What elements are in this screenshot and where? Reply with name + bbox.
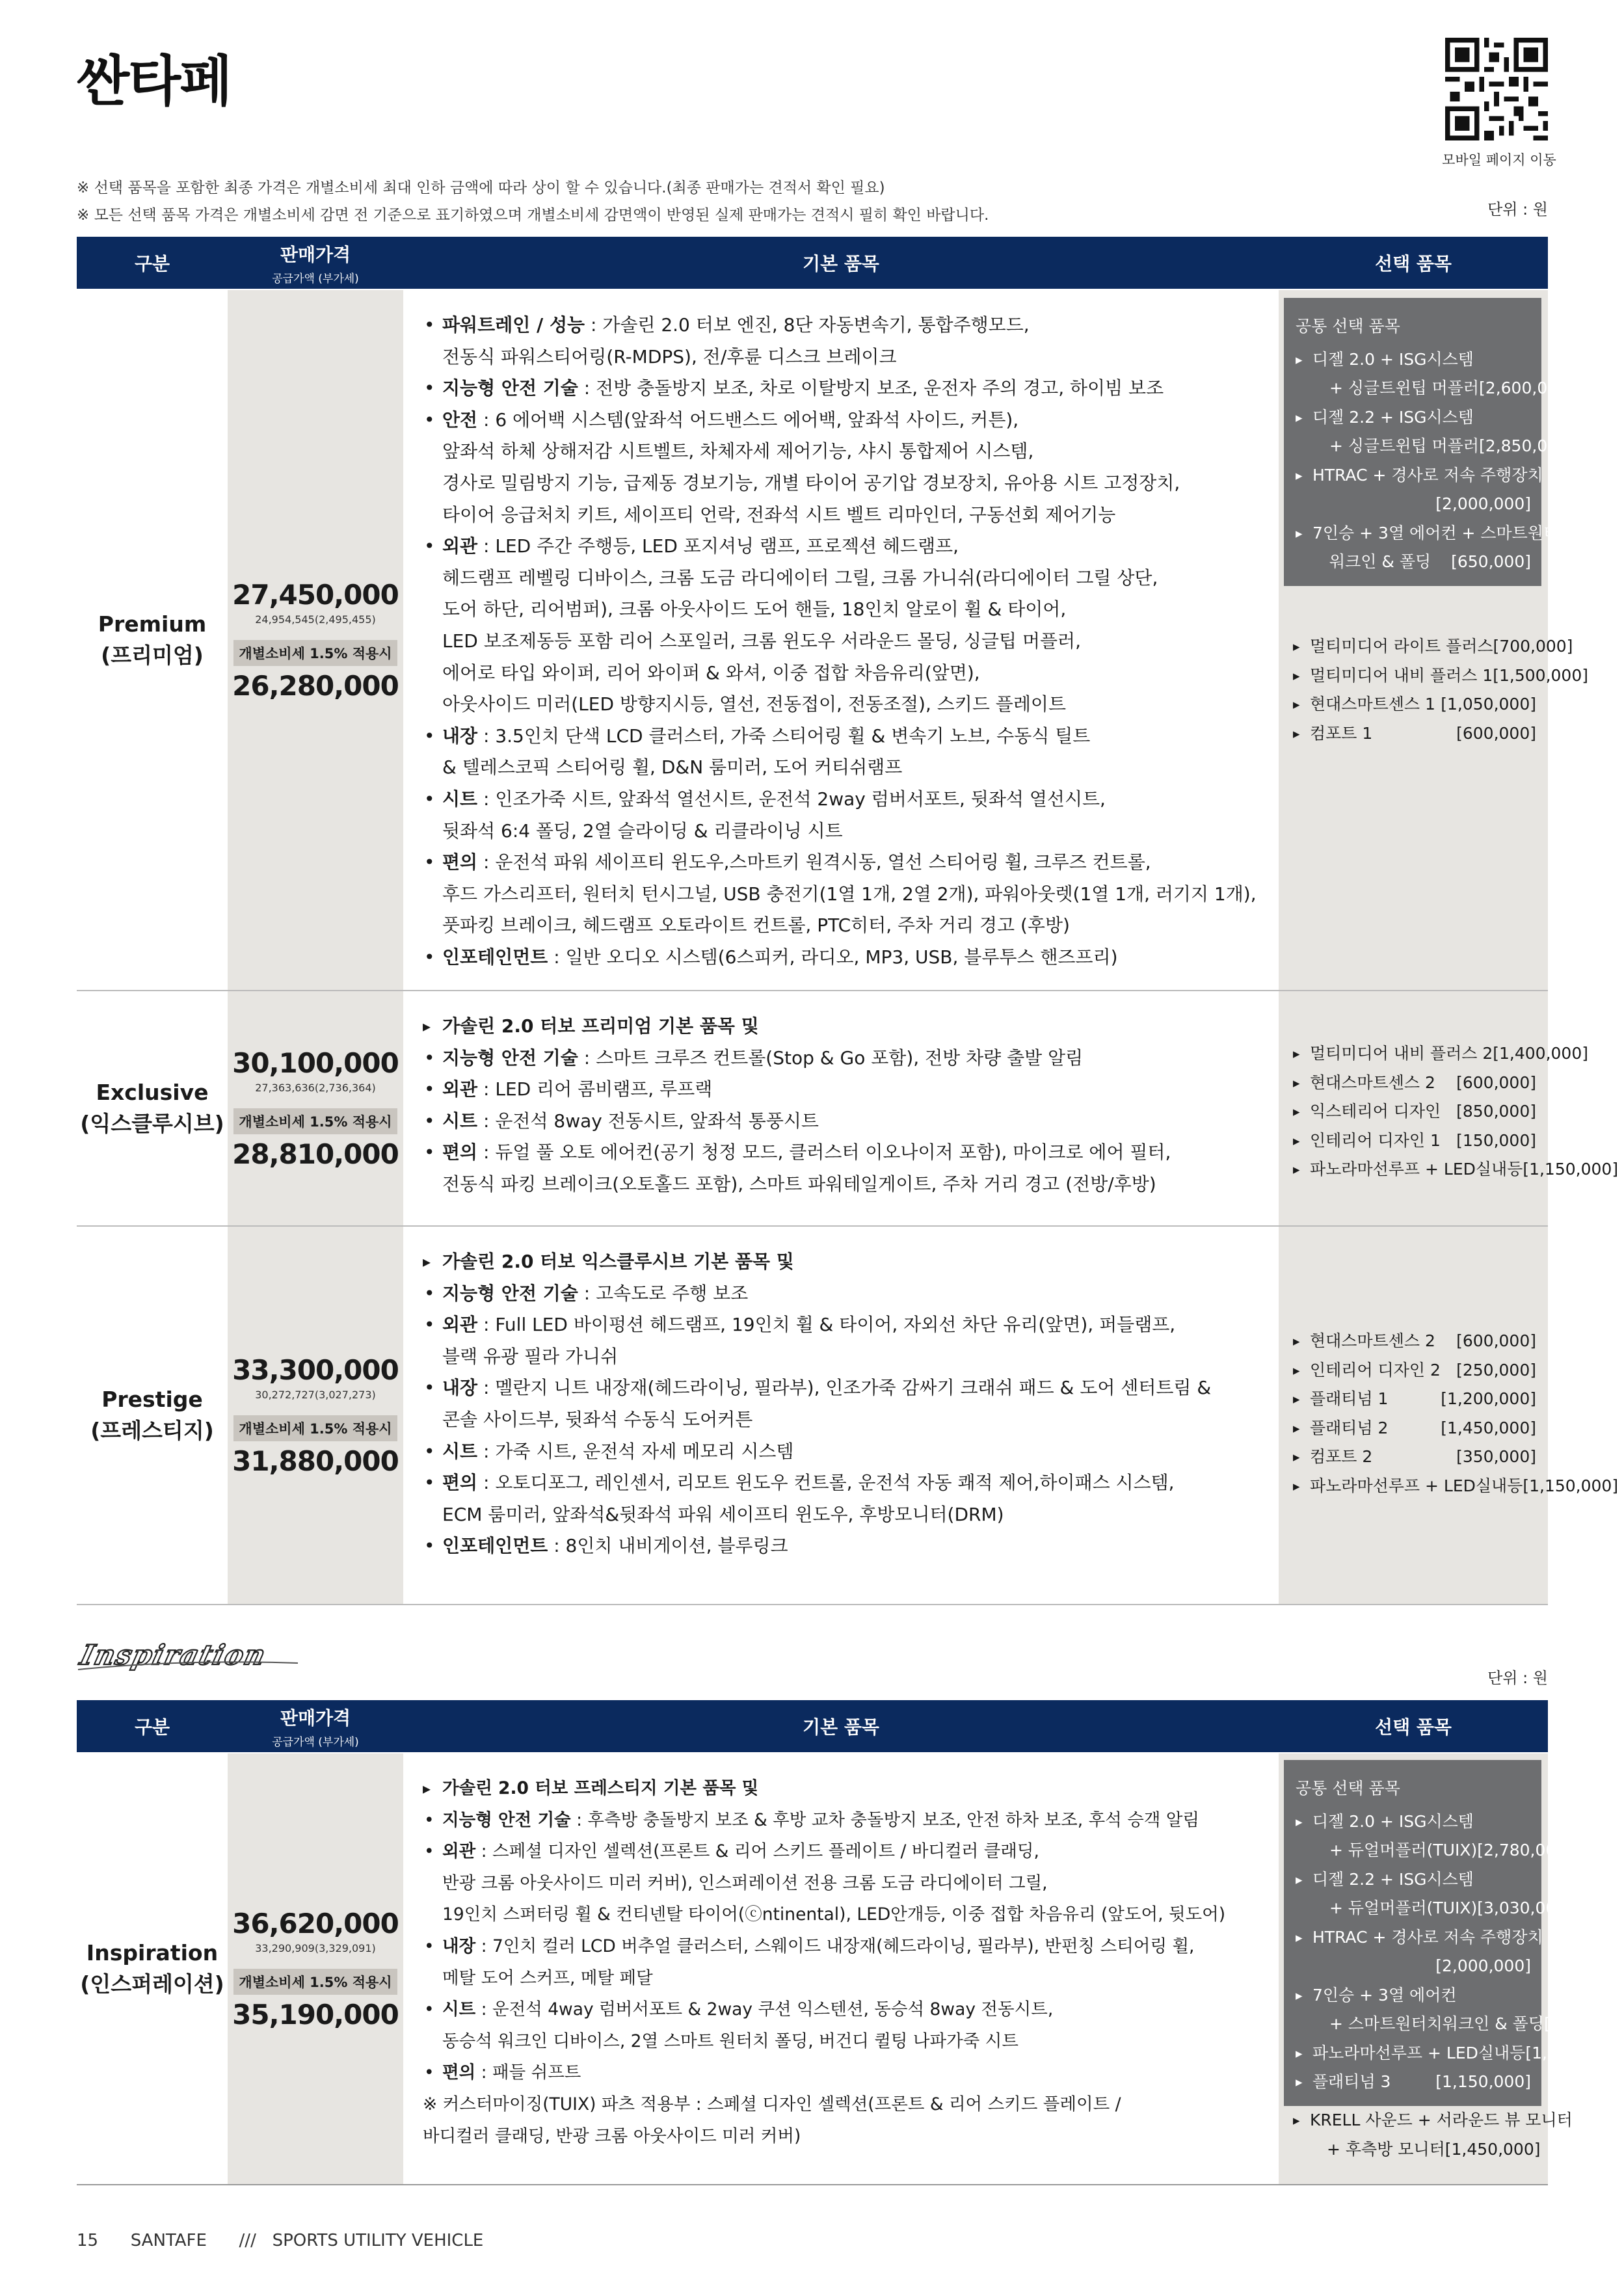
- price-tax-value: 26,280,000: [232, 669, 399, 702]
- table-header: [77, 237, 1548, 289]
- option-name: ▸ 파노라마선루프 + LED실내등: [1310, 1160, 1523, 1179]
- option-item: [1293, 632, 1573, 661]
- basic-item-key: 내장: [442, 725, 478, 747]
- basic-item-value: : Full LED 바이펑션 헤드램프, 19인치 휠 & 타이어, 자외선 차단 유리(앞면), 퍼들램프,: [477, 1314, 1176, 1336]
- basic-item: [423, 373, 1257, 405]
- price-cell: [228, 1753, 403, 2184]
- basic-item-key: 시트: [442, 1110, 478, 1132]
- basic-item-key: 지능형 안전 기술: [442, 1282, 578, 1304]
- option-item: [1293, 2106, 1573, 2135]
- option-name: ▸ 파노라마선루프 + LED실내등: [1310, 1476, 1523, 1495]
- common-option-name: ▸ 7인승 + 3열 에어컨 + 스마트원터치: [1312, 523, 1575, 542]
- basic-item: [423, 1137, 1171, 1169]
- supply-value: 24,954,545(2,495,455): [255, 613, 376, 626]
- basic-item: [423, 1530, 1211, 1562]
- basic-items-list: [423, 1773, 1225, 2152]
- common-option-name: ▸ 디젤 2.2 + ISG시스템: [1312, 407, 1474, 427]
- basic-item-value: : 일반 오디오 시스템(6스피커, 라디오, MP3, USB, 블루투스 핸즈프리): [548, 946, 1118, 968]
- common-option-line: [1296, 1952, 1531, 1981]
- option-name: ▸ 현대스마트센스 1: [1310, 695, 1435, 713]
- option-item: [1293, 1097, 1536, 1126]
- basic-item-continued: 19인치 스퍼터링 휠 & 컨티넨탈 타이어(ⓒntinental), LED안개등, 이중 접합 차음유리 (앞도어, 뒷도어): [442, 1904, 1226, 1925]
- price-value: 36,620,000: [232, 1907, 399, 1939]
- option-item: [1293, 1069, 1536, 1098]
- supply-value: 30,272,727(3,027,273): [255, 1388, 376, 1401]
- option-price: [1,150,000]: [1523, 1476, 1619, 1495]
- basic-item-key: 지능형 안전 기술: [442, 377, 578, 399]
- common-option-line: [1296, 2039, 1621, 2068]
- basic-item-continued: 동승석 워크인 디바이스, 2열 스마트 원터치 폴딩, 버건디 퀼팅 나파가죽 시트: [442, 2031, 1018, 2051]
- common-option-line: [1296, 548, 1531, 577]
- qr-code[interactable]: [1445, 38, 1548, 140]
- option-name: ▸ 멀티미디어 라이트 플러스: [1310, 637, 1493, 656]
- basic-item-key: 외관: [442, 1078, 478, 1100]
- basic-item-value: : 운전석 파워 세이프티 윈도우,스마트키 원격시동, 열선 스티어링 휠, 크루즈 컨트롤,: [477, 851, 1151, 873]
- basic-item-value: : 스마트 크루즈 컨트롤(Stop & Go 포함), 전방 차량 출발 알림: [578, 1046, 1084, 1069]
- common-option-price: [650,000]: [1543, 2014, 1624, 2033]
- basic-item-continued: 풋파킹 브레이크, 헤드램프 오토라이트 컨트롤, PTC히터, 주차 거리 경고 (후방): [442, 914, 1070, 937]
- header-price: 판매가격 공급가액 (부가세): [272, 1707, 359, 1749]
- option-item: [1293, 719, 1536, 749]
- basic-item-continued: 메탈 도어 스커프, 메탈 페달: [442, 1967, 653, 1988]
- supply-value: 27,363,636(2,736,364): [255, 1081, 376, 1094]
- basic-item: [423, 784, 1257, 816]
- basic-item-continued: 전동식 파워스티어링(R-MDPS), 전/후륜 디스크 브레이크: [442, 345, 897, 367]
- note-2: ※ 모든 선택 품목 가격은 개별소비세 감면 전 기준으로 표기하였으며 개별소비세 감면액이 반영된 실제 판매가는 견적시 필히 확인 바랍니다.: [77, 207, 989, 224]
- basic-item-value: : 6 에어백 시스템(앞좌석 어드밴스드 에어백, 앞좌석 사이드, 커튼),: [477, 408, 1019, 431]
- option-name: ▸ 익스테리어 디자인: [1310, 1102, 1441, 1121]
- common-option-line: [1296, 2068, 1531, 2097]
- basic-heading-text: 가솔린 2.0 터보 익스클루시브 기본 품목 및: [442, 1251, 794, 1272]
- common-option-line: [1296, 345, 1531, 375]
- basic-item-value: : 고속도로 주행 보조: [578, 1282, 749, 1304]
- basic-item: [423, 721, 1257, 753]
- table-header-2: [77, 1700, 1548, 1752]
- option-price: [600,000]: [1456, 1331, 1536, 1350]
- basic-item-note: ※ 커스터마이징(TUIX) 파츠 적용부 : 스페셜 디자인 셀렉션(프론트 & 리어 스키드 플레이트 /: [423, 2094, 1121, 2114]
- common-option-line: [1296, 1923, 1543, 1952]
- basic-item-continued: ECM 룸미러, 앞좌석&뒷좌석 파워 세이프티 윈도우, 후방모니터(DRM): [442, 1503, 1004, 1525]
- basic-heading-text: 가솔린 2.0 터보 프레스티지 기본 품목 및: [442, 1778, 759, 1798]
- basic-item-continued: & 텔레스코픽 스티어링 휠, D&N 룸미러, 도어 커티쉬램프: [442, 756, 903, 779]
- common-option-name: ▸ 7인승 + 3열 에어컨: [1312, 1985, 1457, 2005]
- option-item: [1293, 661, 1588, 691]
- option-name: ▸ 현대스마트센스 2: [1310, 1331, 1435, 1350]
- basic-item-key: 시트: [442, 1440, 478, 1462]
- tax-label: 개별소비세 1.5% 적용시: [233, 1108, 397, 1134]
- options-cell: [1279, 991, 1619, 1225]
- header-options: 선택 품목: [1375, 1716, 1452, 1738]
- svg-text:Inspiration: Inspiration: [77, 1639, 270, 1672]
- option-price: [1,400,000]: [1493, 1044, 1588, 1063]
- basic-item-value: : LED 주간 주행등, LED 포지셔닝 램프, 프로젝션 헤드램프,: [477, 535, 959, 557]
- header-basic: 기본 품목: [803, 253, 879, 274]
- basic-item-continued: 에어로 타입 와이퍼, 리어 와이퍼 & 와셔, 이중 접합 차음유리(앞면),: [442, 661, 980, 684]
- common-option-price: [2,780,000]: [1477, 1841, 1573, 1859]
- price-value: 33,300,000: [232, 1353, 399, 1386]
- trim-row-exclusive: [77, 991, 1619, 1227]
- basic-item-continued: 블랙 유광 필라 가니쉬: [442, 1345, 619, 1367]
- tax-label: 개별소비세 1.5% 적용시: [233, 1969, 397, 1995]
- option-name: ▸ KRELL 사운드 + 서라운드 뷰 모니터: [1310, 2111, 1573, 2129]
- basic-item-continued: 도어 하단, 리어범퍼), 크롬 아웃사이드 도어 핸들, 18인치 알로이 휠 & 타이어,: [442, 598, 1067, 620]
- common-option-line: [1296, 403, 1531, 433]
- common-option-price: [2,850,000]: [1479, 436, 1575, 455]
- basic-item-key: 외관: [442, 1314, 478, 1336]
- option-item: [1293, 1414, 1536, 1443]
- option-price: [350,000]: [1456, 1447, 1536, 1466]
- basic-items-cell: [403, 1753, 1279, 2184]
- basic-item-key: 인포테인먼트: [442, 946, 548, 968]
- notes: [77, 174, 989, 229]
- footer-divider: [77, 2184, 1548, 2185]
- common-option-name: ▸ 디젤 2.0 + ISG시스템: [1312, 349, 1474, 369]
- basic-items-list: [423, 1246, 1211, 1562]
- unit-label: 단위 : 원: [1487, 200, 1548, 219]
- basic-items-cell: [403, 991, 1279, 1225]
- option-price: [1,150,000]: [1523, 1160, 1619, 1179]
- basic-items-cell: [403, 290, 1279, 990]
- option-price: [1,050,000]: [1441, 695, 1536, 713]
- basic-item-value: : 오토디포그, 레인센서, 리모트 윈도우 컨트롤, 운전석 자동 쾌적 제어,하이패스 시스템,: [477, 1472, 1175, 1494]
- option-price: [600,000]: [1456, 723, 1536, 743]
- trim-row-prestige: [77, 1227, 1619, 1605]
- trim-name: Inspiration (인스퍼레이션): [80, 1940, 224, 1997]
- basic-item-key: 지능형 안전 기술: [442, 1809, 571, 1830]
- basic-item-note: 바디컬러 클래딩, 반광 크롬 아웃사이드 미러 커버): [423, 2126, 801, 2146]
- price-value: 30,100,000: [232, 1046, 399, 1079]
- basic-item: [423, 405, 1257, 436]
- basic-item-continued: 뒷좌석 6:4 폴딩, 2열 슬라이딩 & 리클라이닝 시트: [442, 820, 843, 842]
- trim-name: Prestige (프레스티지): [90, 1387, 214, 1443]
- options-list: [1293, 1039, 1619, 1184]
- trim-name: Premium (프리미엄): [98, 611, 207, 668]
- basic-item-continued: LED 보조제동등 포함 리어 스포일러, 크롬 윈도우 서라운드 몰딩, 싱글팁 머플러,: [442, 630, 1081, 652]
- option-price: [850,000]: [1456, 1102, 1536, 1121]
- option-item: [1293, 1385, 1536, 1414]
- basic-item: [423, 531, 1257, 563]
- unit-label-2: 단위 : 원: [1487, 1669, 1548, 1687]
- common-options-title: 공통 선택 품목: [1296, 1779, 1400, 1798]
- common-option-name: + 싱글트윈팁 머플러: [1329, 379, 1480, 397]
- basic-item-key: 외관: [442, 1841, 476, 1862]
- basic-item: [423, 1043, 1171, 1074]
- option-name: ▸ 멀티미디어 내비 플러스 1: [1310, 665, 1493, 685]
- basic-item-value: : LED 리어 콤비램프, 루프랙: [477, 1078, 713, 1100]
- header-category: 구분: [134, 253, 170, 274]
- common-option-price: [2,000,000]: [1435, 494, 1531, 513]
- common-option-price: [2,000,000]: [1435, 1956, 1531, 1975]
- basic-item-heading: [423, 1246, 1211, 1278]
- basic-item-continued: 콘솔 사이드부, 뒷좌석 수동식 도어커튼: [442, 1408, 753, 1430]
- basic-item-continued: 반광 크롬 아웃사이드 미러 커버), 인스퍼레이션 전용 크롬 도금 라디에이터 그릴,: [442, 1873, 1048, 1893]
- common-option-name: ▸ 디젤 2.2 + ISG시스템: [1312, 1869, 1474, 1889]
- basic-item: [423, 1805, 1225, 1837]
- option-name: ▸ 인테리어 디자인 1: [1310, 1130, 1441, 1150]
- common-option-price: [650,000]: [1451, 552, 1531, 571]
- page-title: 싼타페: [77, 49, 232, 113]
- basic-item: [423, 1278, 1211, 1310]
- common-option-line: [1296, 1807, 1531, 1837]
- basic-item-key: 내장: [442, 1377, 478, 1399]
- header-options: 선택 품목: [1375, 253, 1452, 274]
- common-option-name: + 듀얼머플러(TUIX): [1329, 1841, 1478, 1859]
- supply-value: 33,290,909(3,329,091): [255, 1941, 376, 1954]
- common-option-price: [1,150,000]: [1525, 2043, 1621, 2062]
- basic-item-value: : 3.5인치 단색 LCD 클러스터, 가죽 스티어링 휠 & 변속기 노브, 수동식 틸트: [477, 725, 1091, 747]
- common-options-box: [1284, 1760, 1624, 2106]
- option-price: [250,000]: [1456, 1360, 1536, 1379]
- price-cell: [228, 991, 403, 1225]
- basic-item-value: : 7인치 컬러 LCD 버추얼 클러스터, 스웨이드 내장재(헤드라이닝, 필라부), 반펀칭 스티어링 휠,: [475, 1936, 1195, 1956]
- basic-item-value: : 스페셜 디자인 셀렉션(프론트 & 리어 스키드 플레이트 / 바디컬러 클래딩,: [475, 1841, 1039, 1862]
- basic-item: [423, 1436, 1211, 1468]
- header-basic: 기본 품목: [803, 1716, 879, 1738]
- price-tax-value: 35,190,000: [232, 1998, 399, 2031]
- basic-item-value: : 듀얼 풀 오토 에어컨(공기 청정 모드, 클러스터 이오나이저 포함), 마이크로 에어 필터,: [477, 1141, 1171, 1164]
- basic-item: [423, 847, 1257, 879]
- option-name: ▸ 인테리어 디자인 2: [1310, 1360, 1441, 1379]
- inspiration-logo: [77, 1636, 306, 1675]
- option-price: [700,000]: [1493, 637, 1573, 656]
- basic-item-key: 편의: [442, 1141, 478, 1164]
- option-price: [1,450,000]: [1441, 1418, 1536, 1437]
- options-list: [1293, 1327, 1619, 1500]
- basic-items-list: [423, 310, 1257, 973]
- basic-item-value: : 운전석 8way 전동시트, 앞좌석 통풍시트: [477, 1110, 819, 1132]
- basic-item-value: : 8인치 내비게이션, 블루링크: [548, 1535, 788, 1557]
- basic-item-key: 시트: [442, 788, 478, 810]
- basic-item: [423, 1074, 1171, 1106]
- basic-item-value: : 후측방 충돌방지 보조 & 후방 교차 충돌방지 보조, 안전 하차 보조, 후석 승객 알림: [570, 1809, 1200, 1830]
- basic-item-value: : 전방 충돌방지 보조, 차로 이탈방지 보조, 운전자 주의 경고, 하이빔 보조: [578, 377, 1164, 399]
- page-number: 15: [77, 2231, 99, 2250]
- options-cell: [1279, 1227, 1619, 1604]
- option-item: [1293, 690, 1536, 719]
- common-option-price: [1,150,000]: [1435, 2072, 1531, 2091]
- basic-item-value: : 가솔린 2.0 터보 엔진, 8단 자동변속기, 통합주행모드,: [585, 314, 1030, 336]
- basic-item: [423, 1372, 1211, 1404]
- basic-item: [423, 942, 1257, 974]
- common-option-line: [1296, 1865, 1531, 1895]
- common-option-line: [1296, 1836, 1573, 1865]
- basic-item-continued: 후드 가스리프터, 원터치 턴시그널, USB 충전기(1열 1개, 2열 2개), 파워아웃렛(1열 1개, 러기지 1개),: [442, 883, 1257, 905]
- option-item-continued: [1293, 2135, 1541, 2165]
- common-option-price: [3,030,000]: [1477, 1899, 1573, 1917]
- basic-item-key: 파워트레인 / 성능: [442, 314, 585, 336]
- common-option-name: ▸ HTRAC + 경사로 저속 주행장치: [1312, 1927, 1543, 1947]
- option-item: [1293, 1155, 1619, 1184]
- option-item: [1293, 1039, 1588, 1069]
- basic-item: [423, 310, 1257, 341]
- option-item: [1293, 1126, 1536, 1156]
- option-price: [1,450,000]: [1444, 2139, 1541, 2159]
- basic-item-value: : 인조가죽 시트, 앞좌석 열선시트, 운전석 2way 럼버서포트, 뒷좌석 열선시트,: [477, 788, 1106, 810]
- basic-item-continued: 경사로 밀림방지 기능, 급제동 경보기능, 개별 타이어 공기압 경보장치, 유아용 시트 고정장치,: [442, 472, 1180, 494]
- options-cell: [1279, 290, 1588, 990]
- basic-item-key: 시트: [442, 1999, 476, 2020]
- option-name: ▸ 플래티넘 2: [1310, 1418, 1389, 1437]
- basic-item-value: : 패들 쉬프트: [475, 2062, 581, 2083]
- option-name: ▸ 컴포트 2: [1310, 1447, 1373, 1466]
- option-item: [1293, 1327, 1536, 1356]
- basic-item-continued: 헤드램프 레벨링 디바이스, 크롬 도금 라디에이터 그릴, 크롬 가니쉬(라디에이터 그릴 상단,: [442, 566, 1158, 589]
- option-item: [1293, 1356, 1536, 1385]
- basic-item: [423, 1309, 1211, 1341]
- price-tax-value: 31,880,000: [232, 1445, 399, 1477]
- header-price: 판매가격 공급가액 (부가세): [272, 243, 359, 286]
- option-item: [1293, 1472, 1619, 1501]
- basic-item-key: 지능형 안전 기술: [442, 1046, 578, 1069]
- basic-item: [423, 2057, 1225, 2089]
- common-option-name: 워크인 & 폴딩: [1329, 552, 1431, 571]
- common-option-name: ▸ 플래티넘 3: [1312, 2072, 1391, 2091]
- option-name: ▸ 멀티미디어 내비 플러스 2: [1310, 1044, 1493, 1063]
- option-name: + 후측방 모니터: [1327, 2139, 1445, 2159]
- option-price: [600,000]: [1456, 1073, 1536, 1092]
- basic-item-continued: 아웃사이드 미러(LED 방향지시등, 열선, 전동접이, 전동조절), 스키드 플레이트: [442, 693, 1066, 715]
- basic-item-continued: 전동식 파킹 브레이크(오토홀드 포함), 스마트 파워테일게이트, 주차 거리 경고 (전방/후방): [442, 1173, 1156, 1195]
- header-category: 구분: [134, 1716, 170, 1738]
- basic-item-key: 외관: [442, 535, 478, 557]
- option-item: [1293, 1443, 1536, 1472]
- basic-item-value: : 가죽 시트, 운전석 자세 메모리 시스템: [477, 1440, 794, 1462]
- note-1: ※ 선택 품목을 포함한 최종 가격은 개별소비세 최대 인하 금액에 따라 상이 할 수 있습니다.(최종 판매가는 견적서 확인 필요): [77, 180, 885, 196]
- basic-item-key: 편의: [442, 851, 478, 873]
- basic-item-key: 안전: [442, 408, 478, 431]
- basic-item-key: 편의: [442, 1472, 478, 1494]
- footer-category: SPORTS UTILITY VEHICLE: [272, 2231, 484, 2250]
- basic-item-heading: [423, 1773, 1225, 1805]
- basic-items-cell: [403, 1227, 1279, 1604]
- option-price: [1,500,000]: [1493, 665, 1588, 685]
- option-name: ▸ 컴포트 1: [1310, 723, 1373, 743]
- basic-item: [423, 1836, 1225, 1868]
- basic-item: [423, 1467, 1211, 1499]
- common-option-line: [1296, 1894, 1573, 1923]
- options-cell: [1279, 1753, 1624, 2184]
- tax-label: 개별소비세 1.5% 적용시: [233, 1415, 397, 1441]
- option-name: ▸ 현대스마트센스 2: [1310, 1073, 1435, 1092]
- common-option-name: ▸ 디젤 2.0 + ISG시스템: [1312, 1811, 1474, 1831]
- common-option-line: [1296, 432, 1575, 461]
- basic-item-key: 편의: [442, 2062, 476, 2083]
- trim-row-inspiration: [77, 1753, 1624, 2184]
- option-name: ▸ 플래티넘 1: [1310, 1389, 1389, 1408]
- basic-item-value: : 멜란지 니트 내장재(헤드라이닝, 필라부), 인조가죽 감싸기 크래쉬 패드 & 도어 센터트림 &: [477, 1377, 1212, 1399]
- common-option-line: [1296, 2010, 1624, 2039]
- basic-item-continued: 타이어 응급처치 키트, 세이프티 언락, 전좌석 시트 벨트 리마인더, 구동선회 제어기능: [442, 503, 1116, 526]
- basic-heading-text: 가솔린 2.0 터보 프리미엄 기본 품목 및: [442, 1015, 759, 1037]
- common-option-line: [1296, 519, 1575, 548]
- common-option-price: [2,600,000]: [1479, 379, 1575, 397]
- trim-row-premium: [77, 290, 1588, 991]
- common-option-name: + 듀얼머플러(TUIX): [1329, 1899, 1478, 1917]
- basic-item-continued: 앞좌석 하체 상해저감 시트벨트, 차체자세 제어기능, 샤시 통합제어 시스템,: [442, 440, 1034, 462]
- common-option-line: [1296, 461, 1543, 490]
- tax-label: 개별소비세 1.5% 적용시: [233, 640, 397, 666]
- option-price: [150,000]: [1456, 1130, 1536, 1150]
- options-list: [1293, 2106, 1573, 2164]
- common-options-title: 공통 선택 품목: [1296, 317, 1400, 336]
- footer: [77, 2231, 483, 2250]
- option-price: [1,200,000]: [1441, 1389, 1536, 1408]
- common-option-line: [1296, 1981, 1531, 2010]
- price-tax-value: 28,810,000: [232, 1138, 399, 1170]
- common-option-name: + 스마트원터치워크인 & 폴딩: [1329, 2014, 1544, 2033]
- common-option-name: + 싱글트윈팁 머플러: [1329, 436, 1480, 455]
- price-value: 27,450,000: [232, 578, 399, 611]
- qr-label: 모바일 페이지 이동: [1442, 152, 1556, 168]
- footer-separator: ///: [239, 2231, 256, 2250]
- common-option-line: [1296, 374, 1575, 403]
- common-options-box: [1284, 298, 1575, 586]
- common-option-line: [1296, 490, 1531, 519]
- common-option-name: ▸ 파노라마선루프 + LED실내등: [1312, 2043, 1526, 2062]
- basic-item-key: 인포테인먼트: [442, 1535, 548, 1557]
- basic-item-heading: [423, 1011, 1171, 1043]
- footer-brand: SANTAFE: [130, 2231, 207, 2250]
- basic-item: [423, 1994, 1225, 2026]
- options-list: [1293, 632, 1588, 748]
- basic-item-value: : 운전석 4way 럼버서포트 & 2way 쿠션 익스텐션, 동승석 8way 전동시트,: [475, 1999, 1054, 2020]
- price-cell: [228, 1227, 403, 1604]
- common-option-name: ▸ HTRAC + 경사로 저속 주행장치: [1312, 465, 1543, 485]
- basic-item: [423, 1931, 1225, 1963]
- basic-item: [423, 1106, 1171, 1138]
- basic-item-key: 내장: [442, 1936, 476, 1956]
- price-cell: [228, 290, 403, 990]
- basic-items-list: [423, 1011, 1171, 1201]
- trim-name: Exclusive (익스클루시브): [80, 1080, 224, 1136]
